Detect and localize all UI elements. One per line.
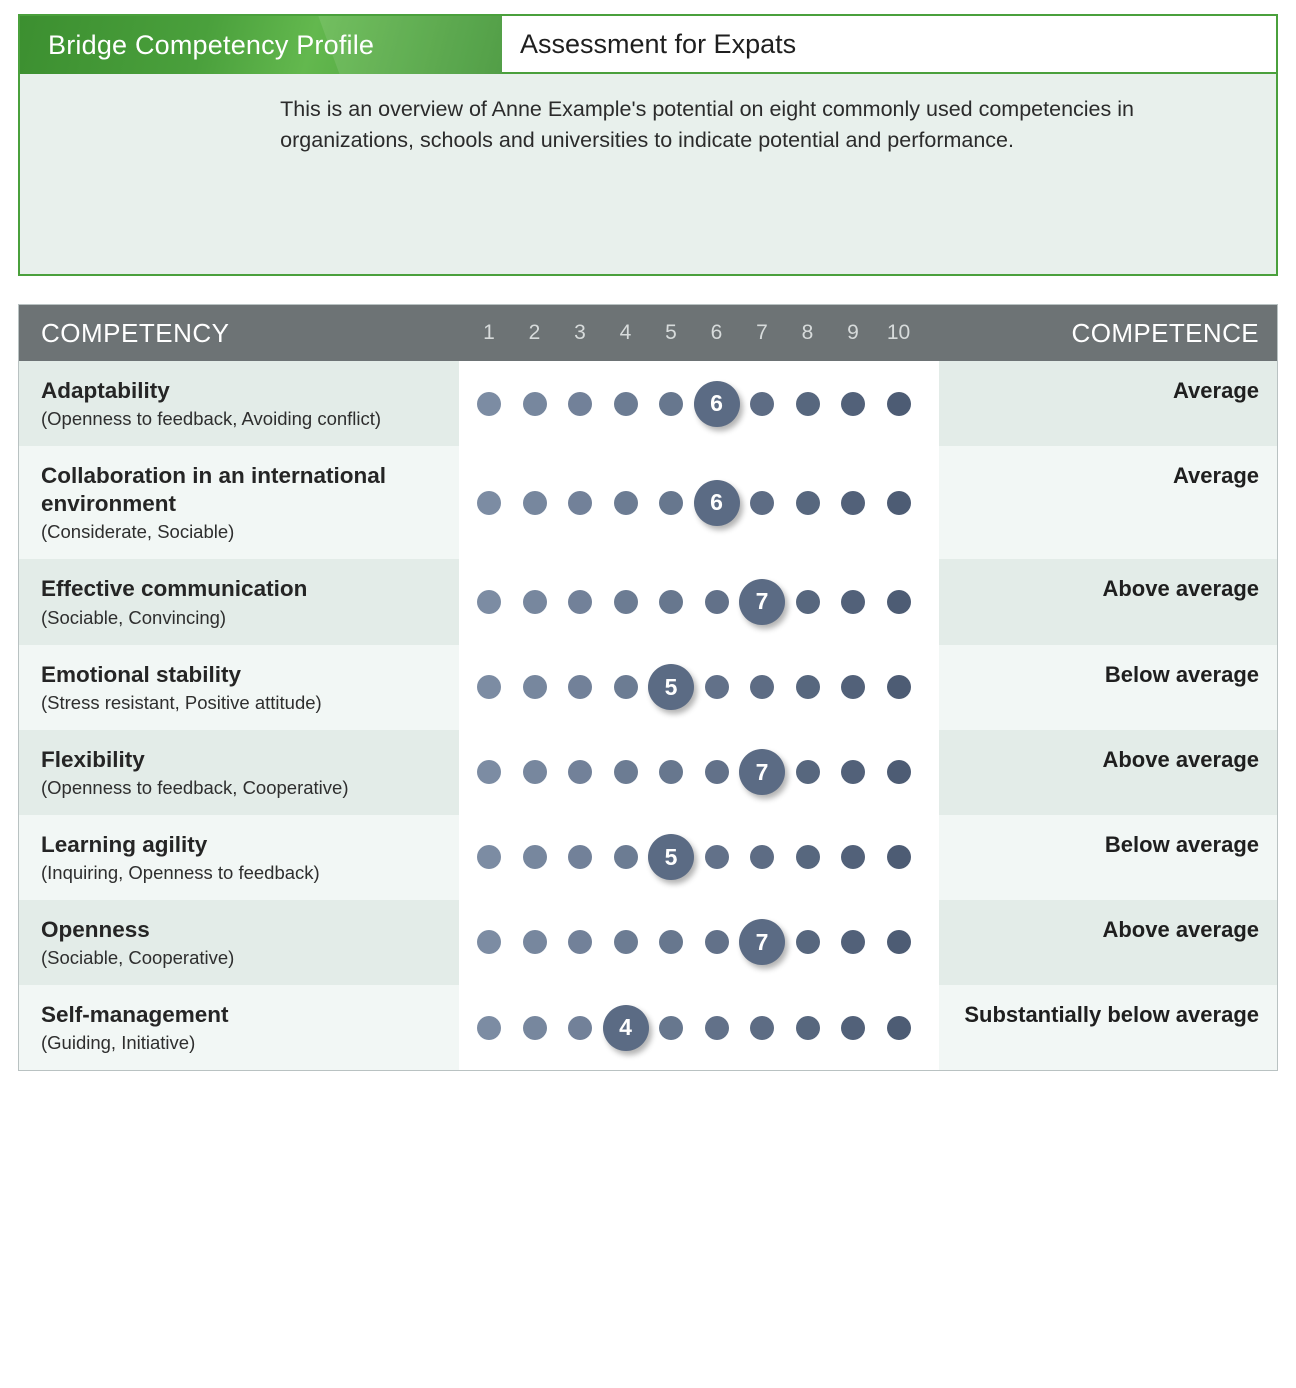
scale-dot-3 bbox=[568, 1016, 592, 1040]
scale-dot-5 bbox=[659, 760, 683, 784]
table-header-row bbox=[19, 305, 1277, 361]
scale-dot-7 bbox=[750, 1016, 774, 1040]
competency-traits: (Sociable, Convincing) bbox=[41, 606, 227, 628]
scale-dot-3 bbox=[568, 491, 592, 515]
score-marker: 7 bbox=[739, 919, 785, 965]
scale-dot-10 bbox=[887, 590, 911, 614]
scale-dot-6 bbox=[705, 760, 729, 784]
scale-dot-2 bbox=[523, 491, 547, 515]
competency-traits: (Openness to feedback, Cooperative) bbox=[41, 776, 349, 798]
scale-dot-9 bbox=[841, 590, 865, 614]
header-title-bar bbox=[20, 16, 1276, 74]
scale-dot-5 bbox=[659, 930, 683, 954]
scale-dot-9 bbox=[841, 491, 865, 515]
document-title: Assessment for Expats bbox=[520, 28, 797, 59]
scale-dot-10 bbox=[887, 675, 911, 699]
competence-level: Above average bbox=[1102, 916, 1259, 942]
competency-traits: (Guiding, Initiative) bbox=[41, 1032, 196, 1054]
scale-dot-10 bbox=[887, 392, 911, 416]
scale-dot-8 bbox=[796, 590, 820, 614]
scale-dot-3 bbox=[568, 675, 592, 699]
score-scale-cell bbox=[459, 985, 939, 1070]
scale-dot-5 bbox=[659, 392, 683, 416]
table-row bbox=[19, 985, 1277, 1070]
scale-dot-9 bbox=[841, 930, 865, 954]
score-marker: 7 bbox=[739, 579, 785, 625]
scale-dot-4 bbox=[614, 760, 638, 784]
competence-level-cell bbox=[939, 645, 1277, 730]
competence-level: Average bbox=[1172, 378, 1259, 403]
competency-name-cell bbox=[19, 730, 459, 815]
scale-dot-3 bbox=[568, 760, 592, 784]
scale-dot-3 bbox=[568, 392, 592, 416]
scale-dot-9 bbox=[841, 760, 865, 784]
scale-dot-4 bbox=[614, 675, 638, 699]
column-header-competence: COMPETENCE bbox=[1071, 317, 1259, 348]
scale-dot-8 bbox=[796, 675, 820, 699]
scale-dot-4 bbox=[614, 590, 638, 614]
scale-dot-2 bbox=[523, 930, 547, 954]
competency-title: Flexibility bbox=[41, 746, 145, 772]
scale-dot-8 bbox=[796, 930, 820, 954]
header-spacer bbox=[20, 74, 280, 155]
score-marker: 4 bbox=[603, 1005, 649, 1051]
competency-name-cell bbox=[19, 645, 459, 730]
scale-dot-4 bbox=[614, 392, 638, 416]
scale-dot-6 bbox=[705, 590, 729, 614]
competence-level: Average bbox=[1172, 463, 1259, 489]
scale-label-9: 9 bbox=[847, 321, 859, 344]
competency-title: Emotional stability bbox=[41, 661, 242, 687]
scale-dot-10 bbox=[887, 491, 911, 515]
competency-title: Learning agility bbox=[41, 831, 208, 857]
scale-dot-2 bbox=[523, 675, 547, 699]
competence-level: Above average bbox=[1102, 576, 1259, 602]
scale-dot-10 bbox=[887, 1016, 911, 1040]
scale-dot-1 bbox=[477, 930, 501, 954]
competency-traits: (Sociable, Cooperative) bbox=[41, 947, 235, 968]
competence-level-cell bbox=[939, 559, 1277, 644]
scale-dot-7 bbox=[750, 491, 774, 515]
score-marker: 5 bbox=[648, 664, 694, 710]
scale-label-1: 1 bbox=[483, 321, 495, 344]
scale-dot-8 bbox=[796, 760, 820, 784]
scale-dot-9 bbox=[841, 675, 865, 699]
competency-traits: (Openness to feedback, Avoiding conflict) bbox=[41, 408, 382, 430]
scale-dot-2 bbox=[523, 590, 547, 614]
scale-dot-3 bbox=[568, 845, 592, 869]
scale-dot-5 bbox=[659, 590, 683, 614]
scale-dot-9 bbox=[841, 845, 865, 869]
scale-dot-1 bbox=[477, 590, 501, 614]
score-marker: 5 bbox=[648, 834, 694, 880]
scale-label-2: 2 bbox=[528, 321, 541, 344]
dot-scale bbox=[459, 480, 939, 526]
competency-traits: (Stress resistant, Positive attitude) bbox=[41, 691, 322, 713]
scale-dot-10 bbox=[887, 930, 911, 954]
competence-level-cell bbox=[939, 446, 1277, 559]
competence-level-cell bbox=[939, 815, 1277, 900]
dot-scale bbox=[459, 381, 939, 427]
scale-dot-8 bbox=[796, 1016, 820, 1040]
brand-banner bbox=[20, 16, 502, 74]
competency-table bbox=[18, 304, 1278, 1071]
scale-dot-3 bbox=[568, 590, 592, 614]
scale-dot-5 bbox=[659, 1016, 683, 1040]
brand-title: Bridge Competency Profile bbox=[48, 29, 375, 60]
scale-label-5: 5 bbox=[665, 321, 677, 344]
scale-dot-2 bbox=[523, 1016, 547, 1040]
table-row bbox=[19, 900, 1277, 985]
competency-title: Collaboration in an international environment bbox=[41, 463, 387, 517]
scale-dot-1 bbox=[477, 845, 501, 869]
scale-dot-7 bbox=[750, 845, 774, 869]
dot-scale bbox=[459, 834, 939, 880]
table-row bbox=[19, 730, 1277, 815]
score-scale-cell bbox=[459, 900, 939, 985]
scale-dot-5 bbox=[659, 491, 683, 515]
scale-dot-2 bbox=[523, 845, 547, 869]
competence-level-cell bbox=[939, 985, 1277, 1070]
scale-dot-8 bbox=[796, 392, 820, 416]
scale-dot-2 bbox=[523, 392, 547, 416]
competence-level: Above average bbox=[1102, 746, 1259, 772]
competency-title: Self-management bbox=[41, 1002, 229, 1027]
dot-scale bbox=[459, 579, 939, 625]
scale-dot-1 bbox=[477, 392, 501, 416]
dot-scale bbox=[459, 749, 939, 795]
competency-title: Adaptability bbox=[41, 378, 170, 403]
document-title-area bbox=[502, 16, 1276, 74]
scale-dot-6 bbox=[705, 930, 729, 954]
scale-dot-6 bbox=[705, 845, 729, 869]
scale-dot-8 bbox=[796, 491, 820, 515]
scale-dot-2 bbox=[523, 760, 547, 784]
score-scale-cell bbox=[459, 645, 939, 730]
scale-label-3: 3 bbox=[574, 321, 586, 344]
score-scale-cell bbox=[459, 559, 939, 644]
score-marker: 6 bbox=[694, 381, 740, 427]
scale-dot-4 bbox=[614, 845, 638, 869]
scale-label-7: 7 bbox=[756, 321, 768, 344]
scale-label-10: 10 bbox=[886, 321, 911, 344]
scale-dot-4 bbox=[614, 930, 638, 954]
competency-name-cell bbox=[19, 985, 459, 1070]
table-row bbox=[19, 361, 1277, 446]
header-body bbox=[20, 74, 1276, 155]
competence-level: Below average bbox=[1104, 661, 1259, 687]
table-body bbox=[19, 361, 1277, 1070]
dot-scale bbox=[459, 1005, 939, 1051]
score-marker: 7 bbox=[739, 749, 785, 795]
competence-level-cell bbox=[939, 730, 1277, 815]
scale-dot-10 bbox=[887, 760, 911, 784]
scale-dot-8 bbox=[796, 845, 820, 869]
competence-level-cell bbox=[939, 900, 1277, 985]
scale-dot-4 bbox=[614, 491, 638, 515]
scale-dot-1 bbox=[477, 760, 501, 784]
scale-dot-7 bbox=[750, 392, 774, 416]
header-card bbox=[18, 14, 1278, 276]
column-header-scale bbox=[459, 305, 939, 361]
score-scale-cell bbox=[459, 361, 939, 446]
table-row bbox=[19, 645, 1277, 730]
competency-name-cell bbox=[19, 446, 459, 559]
competency-traits: (Inquiring, Openness to feedback) bbox=[41, 861, 320, 883]
scale-dot-9 bbox=[841, 392, 865, 416]
score-marker: 6 bbox=[694, 480, 740, 526]
scale-dot-6 bbox=[705, 1016, 729, 1040]
score-scale-cell bbox=[459, 730, 939, 815]
competency-name-cell bbox=[19, 559, 459, 644]
scale-label-8: 8 bbox=[801, 321, 814, 344]
competency-name-cell bbox=[19, 815, 459, 900]
intro-text: This is an overview of Anne Example's potential on eight commonly used competencies in organizations, schools and universities to indicate potential and performance. bbox=[280, 97, 1134, 152]
competency-title: Effective communication bbox=[41, 576, 308, 602]
dot-scale bbox=[459, 664, 939, 710]
table-row bbox=[19, 559, 1277, 644]
score-scale-cell bbox=[459, 815, 939, 900]
score-scale-cell bbox=[459, 446, 939, 559]
scale-dot-6 bbox=[705, 675, 729, 699]
scale-dot-10 bbox=[887, 845, 911, 869]
competency-name-cell bbox=[19, 361, 459, 446]
scale-label-6: 6 bbox=[710, 321, 723, 344]
competence-level: Substantially below average bbox=[964, 1002, 1259, 1027]
competency-traits: (Considerate, Sociable) bbox=[41, 521, 235, 543]
scale-dot-1 bbox=[477, 491, 501, 515]
scale-dot-1 bbox=[477, 1016, 501, 1040]
scale-dot-9 bbox=[841, 1016, 865, 1040]
column-header-competency: COMPETENCY bbox=[41, 317, 230, 348]
table-row bbox=[19, 815, 1277, 900]
scale-label-4: 4 bbox=[619, 321, 632, 344]
competency-title: Openness bbox=[41, 916, 150, 942]
scale-dot-1 bbox=[477, 675, 501, 699]
competence-level-cell bbox=[939, 361, 1277, 446]
competence-level: Below average bbox=[1104, 831, 1259, 857]
scale-dot-7 bbox=[750, 675, 774, 699]
scale-dot-3 bbox=[568, 930, 592, 954]
dot-scale bbox=[459, 919, 939, 965]
table-row bbox=[19, 446, 1277, 559]
competency-name-cell bbox=[19, 900, 459, 985]
